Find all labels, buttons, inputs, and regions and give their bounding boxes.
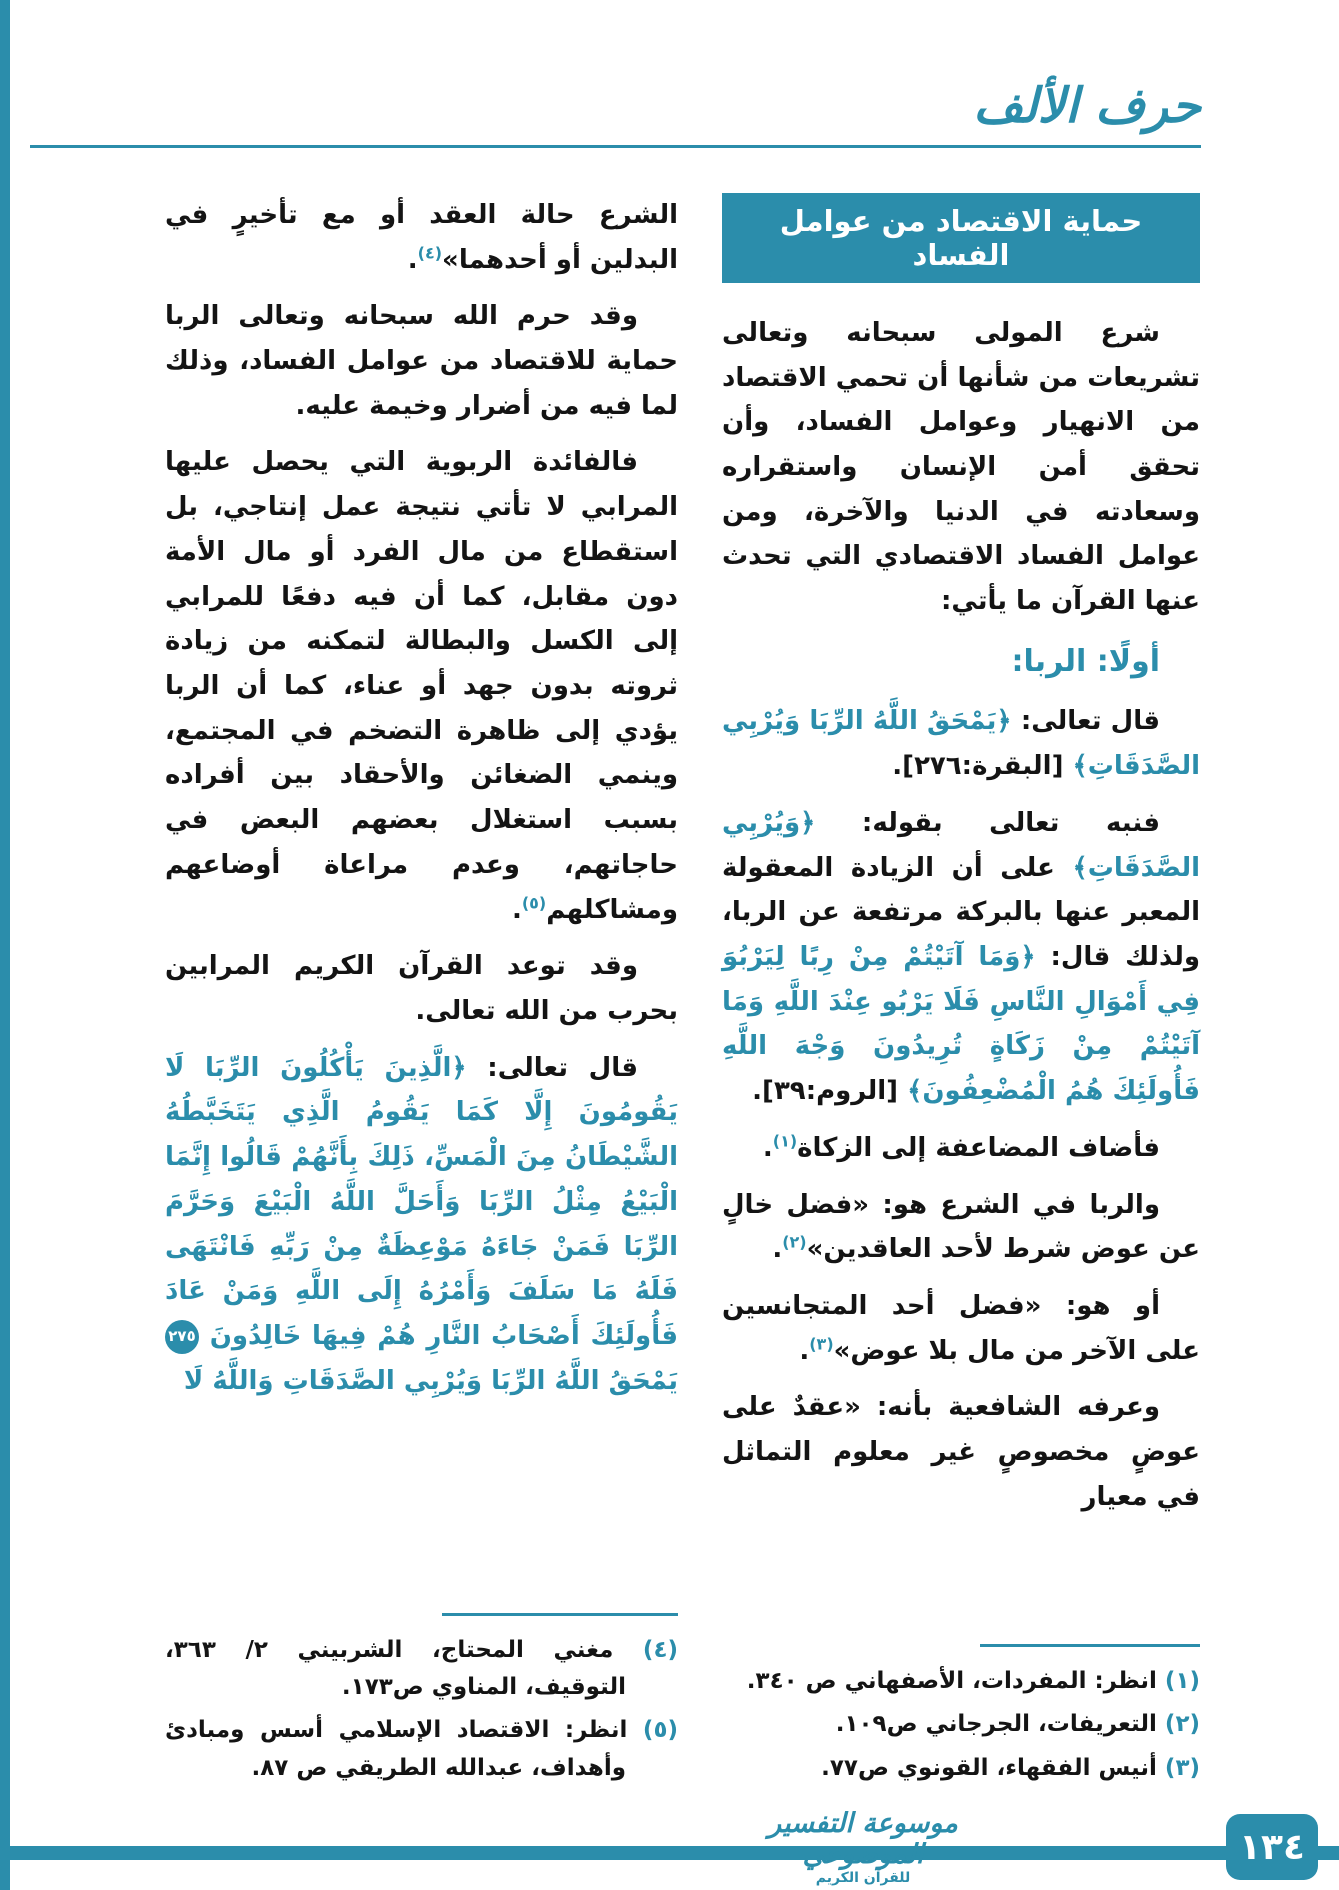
page-number-badge: ١٣٤	[1226, 1814, 1318, 1880]
footnote-number: (٣)	[1164, 1754, 1200, 1781]
paragraph	[722, 311, 1200, 624]
paragraph	[165, 294, 678, 428]
footnote	[722, 1750, 1200, 1787]
body-text: [الروم:٣٩].	[752, 1076, 908, 1107]
footnote-text: انظر: المفردات، الأصفهاني ص ٣٤٠.	[746, 1668, 1165, 1695]
footnote-ref: (٢)	[782, 1232, 807, 1252]
paragraph	[722, 699, 1200, 788]
footnote-list-left	[165, 1632, 678, 1787]
footnotes-right	[722, 1634, 1200, 1793]
body-text: الشرع حالة العقد أو مع تأخيرٍ في البدلين أو أحدهما»	[165, 199, 678, 275]
footnote-text: انظر: الاقتصاد الإسلامي أسس ومبادئ وأهداف، عبدالله الطريقي ص ٨٧.	[165, 1717, 643, 1781]
left-edge-strip	[0, 0, 10, 1890]
publisher-logo-subtitle: للقرآن الكريم	[815, 1869, 911, 1886]
body-text: والربا في الشرع هو: «فضل خالٍ عن عوض شرط لأحد العاقدين»	[722, 1189, 1200, 1265]
header-divider	[30, 145, 1201, 148]
footnote-ref: (٥)	[521, 892, 547, 912]
content-columns	[165, 193, 1200, 1793]
paragraph	[165, 1046, 678, 1404]
publisher-logo-title: موسوعة التفسير الموضوعي	[768, 1807, 958, 1870]
footnote-text: التعريفات، الجرجاني ص١٠٩.	[835, 1711, 1165, 1738]
paragraph	[722, 1385, 1200, 1519]
quran-text: يَمْحَقُ اللَّهُ الرِّبَا وَيُرْبِي الصَّدَقَاتِ وَاللَّهُ لَا	[183, 1365, 678, 1396]
body-text: .	[772, 1234, 783, 1265]
page-header	[0, 0, 1339, 148]
ayah-number-badge: ٢٧٥	[165, 1320, 199, 1354]
body-text: وقد حرم الله سبحانه وتعالى الربا حماية للاقتصاد من عوامل الفساد، وذلك لما فيه من أضرار وخيمة عليه.	[165, 301, 678, 421]
quran-text: ﴿يَمْحَقُ اللَّهُ الرِّبَا وَيُرْبِي الصَّدَقَاتِ﴾	[722, 706, 1200, 782]
quran-text: ﴿الَّذِينَ يَأْكُلُونَ الرِّبَا لَا يَقُومُونَ إِلَّا كَمَا يَقُومُ الَّذِي يَتَخَبَّطُهُ الشَّيْطَانُ مِنَ الْمَسِّ، ذَلِكَ بِأَنَّهُمْ قَالُوا إِنَّمَا الْبَيْعُ مِثْلُ الرِّبَا وَأَحَلَّ اللَّهُ الْبَيْعَ وَحَرَّمَ الرِّبَا فَمَنْ جَاءَهُ مَوْعِظَةٌ مِنْ رَبِّهِ فَانْتَهَى فَلَهُ مَا سَلَفَ وَأَمْرُهُ إِلَى اللَّهِ وَمَنْ عَادَ فَأُولَئِكَ أَصْحَابُ النَّارِ هُمْ فِيهَا خَالِدُونَ	[165, 1052, 678, 1352]
body-text: فأضاف المضاعفة إلى الزكاة	[797, 1132, 1160, 1163]
footnote-number: (٤)	[642, 1636, 678, 1663]
body-text: فالفائدة الربوية التي يحصل عليها المرابي لا تأتي نتيجة عمل إنتاجي، بل استقطاع من مال الفرد أو مال الأمة دون مقابل، كما أن فيه دفعًا للمرابي إلى الكسل والبطالة لتمكنه من زيادة ثروته بدون جهد أو عناء، كما أن الربا يؤدي إلى ظاهرة التضخم في المجتمع، وينمي الضغائن والأحقاد بين أفراده بسبب استغلال بعضهم البعض في حاجاتهم، وعدم مراعاة أوضاعهم ومشاكلهم	[165, 447, 678, 925]
footnotes-left	[165, 1603, 678, 1793]
body-text: وقد توعد القرآن الكريم المرابين بحرب من الله تعالى.	[165, 951, 678, 1027]
footnote-number: (١)	[1164, 1668, 1200, 1695]
column-secondary	[165, 193, 678, 1793]
footnote-list-right	[722, 1663, 1200, 1787]
body-text: قال تعالى:	[1011, 706, 1160, 737]
body-text: .	[407, 244, 418, 275]
section-letter-title: حرف الألف	[973, 78, 1201, 134]
topic-heading: حماية الاقتصاد من عوامل الفساد	[722, 193, 1200, 283]
body-text: .	[762, 1132, 773, 1163]
body-text: [البقرة:٢٧٦].	[892, 751, 1073, 782]
body-text: .	[511, 894, 522, 925]
footnote-number: (٥)	[642, 1717, 678, 1744]
paragraph	[722, 801, 1200, 1114]
quran-text: ﴿وَمَا آتَيْتُمْ مِنْ رِبًا لِيَرْبُوَ فِي أَمْوَالِ النَّاسِ فَلَا يَرْبُو عِنْدَ اللَّهِ وَمَا آتَيْتُمْ مِنْ زَكَاةٍ تُرِيدُونَ وَجْهَ اللَّهِ فَأُولَئِكَ هُمُ الْمُضْعِفُونَ﴾	[722, 942, 1200, 1107]
paragraphs-right	[722, 311, 1200, 1532]
body-text: أو هو: «فضل أحد المتجانسين على الآخر من مال بلا عوض»	[722, 1291, 1200, 1366]
paragraph	[722, 636, 1200, 688]
footnote	[165, 1632, 678, 1707]
publisher-logo	[723, 1808, 1003, 1886]
footnote	[722, 1663, 1200, 1700]
footnote-number: (٢)	[1164, 1711, 1200, 1738]
footnote	[165, 1712, 678, 1787]
body-text: قال تعالى:	[466, 1052, 638, 1083]
footer-bar	[0, 1846, 1339, 1860]
footnote-separator	[980, 1644, 1200, 1647]
body-text: شرع المولى سبحانه وتعالى تشريعات من شأنها أن تحمي الاقتصاد من الانهيار وعوامل الفساد، وأن تحقق أمن الإنسان واستقراره وسعادته في الدنيا والآخرة، ومن عوامل الفساد الاقتصادي التي تحدث عنها القرآن ما يأتي:	[722, 317, 1200, 617]
subheading-text: أولًا: الربا:	[1011, 643, 1160, 679]
paragraph	[722, 1183, 1200, 1272]
footnote-text: أنيس الفقهاء، القونوي ص٧٧.	[821, 1754, 1165, 1781]
footnote-ref: (١)	[772, 1131, 798, 1151]
body-text: .	[799, 1335, 810, 1366]
footnote-separator	[442, 1613, 678, 1616]
paragraphs-left	[165, 193, 678, 1416]
footnote-ref: (٣)	[809, 1334, 834, 1354]
paragraph	[722, 1126, 1200, 1171]
quran-text: ﴿وَيُرْبِي الصَّدَقَاتِ﴾	[722, 807, 1200, 883]
paragraph	[165, 193, 678, 282]
footnote	[722, 1706, 1200, 1743]
paragraph	[165, 944, 678, 1033]
body-text: فنبه تعالى بقوله:	[815, 807, 1160, 838]
paragraph	[165, 440, 678, 932]
footnote-text: مغني المحتاج، الشربيني ٢/ ٣٦٣، التوقيف، المناوي ص١٧٣.	[165, 1636, 643, 1701]
body-text: على أن الزيادة المعقولة المعبر عنها بالبركة مرتفعة عن الربا، ولذلك قال:	[722, 852, 1200, 973]
footnote-ref: (٤)	[417, 242, 443, 262]
body-text: وعرفه الشافعية بأنه: «عقدٌ على عوضٍ مخصوصٍ غير معلوم التماثل في معيار	[722, 1392, 1200, 1512]
paragraph	[722, 1284, 1200, 1373]
column-primary	[722, 193, 1200, 1793]
